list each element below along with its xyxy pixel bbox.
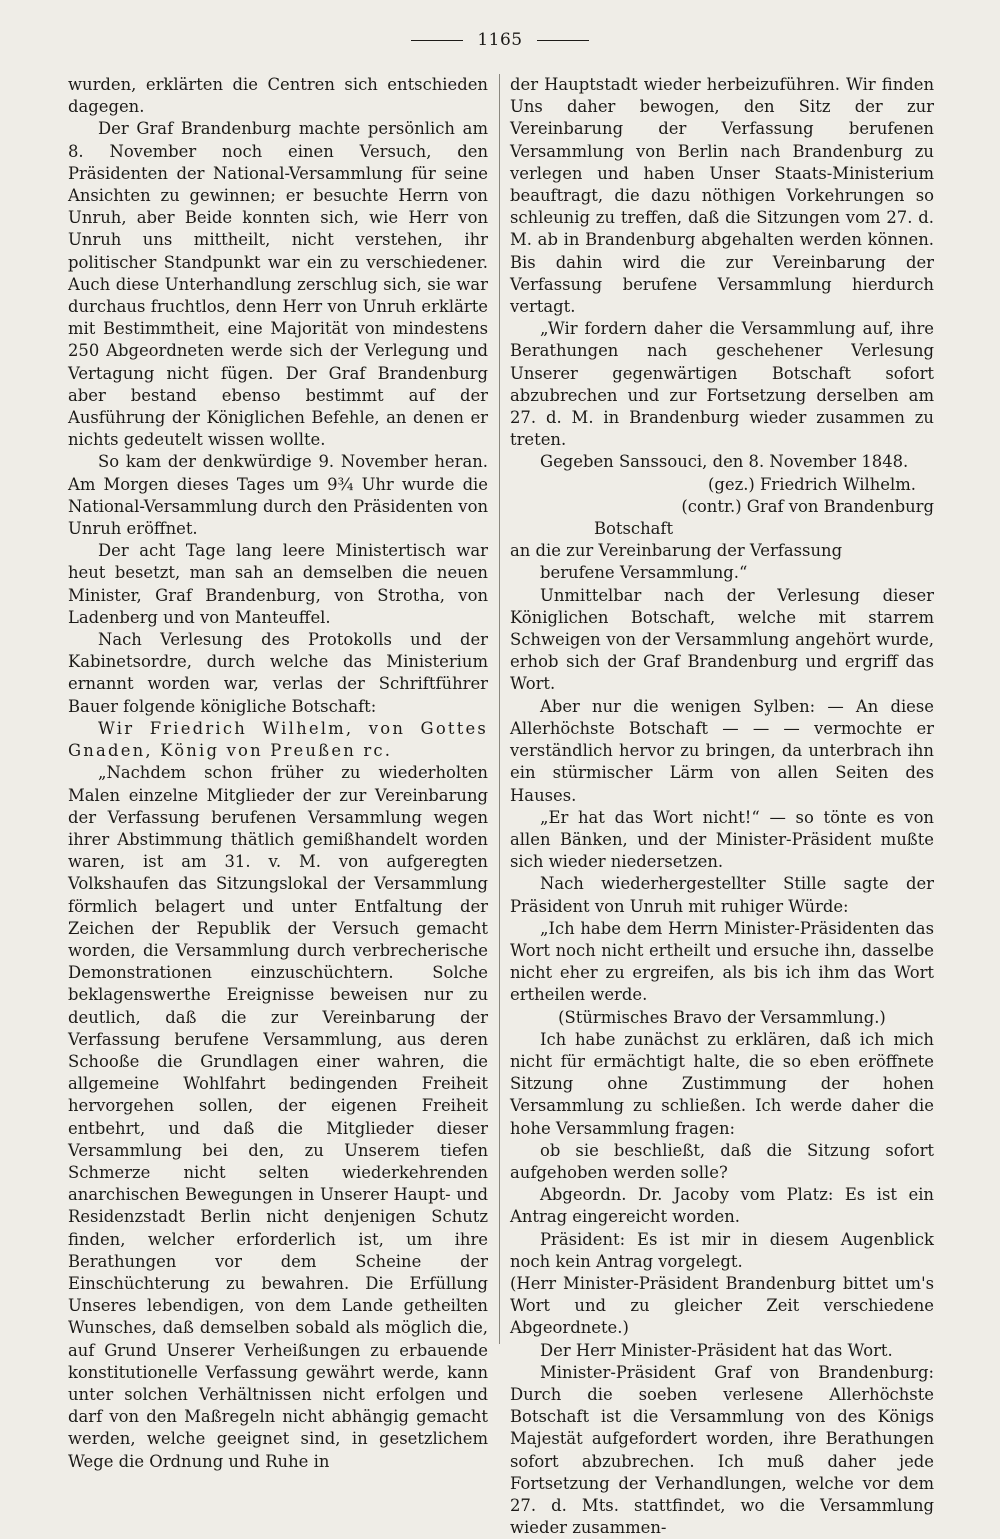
paragraph: wurden, erklärten die Centren sich entschieden dagegen. xyxy=(68,75,488,117)
page-header xyxy=(0,30,1000,50)
paragraph: Abgeordn. Dr. Jacoby vom Platz: Es ist ein Antrag eingereicht worden. xyxy=(510,1185,934,1227)
paragraph: „Nachdem schon früher zu wiederholten Malen einzelne Mitglieder der zur Vereinbarung der Verfassung berufenen Versammlung wegen ihrer Abstimmung thätlich gemißhandelt worden waren, ist am 31. v. M. von aufgeregten Volkshaufen das Sitzungslokal der Versammlung förmlich belagert und unter Entfaltung der Zeichen der Republik der Versuch gemacht worden, die Versammlung durch verbrecherische Demonstrationen einzuschüchtern. Solche beklagenswerthe Ereignisse beweisen nur zu deutlich, daß die zur Vereinbarung der Verfassung berufene Versammlung, aus deren Schooße die Grundlagen einer wahren, die allgemeine Wohlfahrt bedingenden Freiheit hervorgehen sollen, der eigenen Freiheit entbehrt, und daß die Mitglieder dieser Versammlung bei den, zu Unserem tiefen Schmerze nicht selten wiederkehrenden anarchischen Bewegungen in Unserer Haupt- und Residenzstadt Berlin nicht denjenigen Schutz finden, welcher erforderlich ist, um ihre Berathungen vor dem Scheine der Einschüchterung zu bewahren. Die Erfüllung Unseres lebendigen, von dem Lande getheilten Wunsches, daß demselben sobald als möglich die, auf Grund Unserer Verheißungen zu erbauende konstitutionelle Verfassung gewährt werde, kann unter solchen Verhältnissen nicht erfolgen und darf von den Maßregeln nicht abhängig gemacht werden, welche geeignet sind, in gesetzlichem Wege die Ordnung und Ruhe in xyxy=(68,763,488,1471)
header-rule-right xyxy=(537,40,589,41)
paragraph: Unmittelbar nach der Verlesung dieser Königlichen Botschaft, welche mit starrem Schweigen von der Versammlung angehört wurde, erhob sich der Graf Brandenburg und ergriff das Wort. xyxy=(510,585,934,694)
left-column xyxy=(68,74,488,1473)
paragraph: Nach Verlesung des Protokolls und der Kabinetsordre, durch welche das Ministerium ernannt worden war, verlas der Schriftführer Bauer folgende königliche Botschaft: xyxy=(68,630,488,716)
paragraph: „Wir fordern daher die Versammlung auf, ihre Berathungen nach geschehener Verlesung Unserer gegenwärtigen Botschaft sofort abzubrechen und zur Fortsetzung derselben am 27. d. M. in Brandenburg wieder zusammen zu treten. xyxy=(510,319,934,450)
message-title: Botschaft xyxy=(594,519,674,539)
header-rule-left xyxy=(411,40,463,41)
page-number: 1165 xyxy=(477,30,523,50)
dateline: Gegeben Sanssouci, den 8. November 1848. xyxy=(540,452,909,472)
paragraph: Präsident: Es ist mir in diesem Augenblick noch kein Antrag vorgelegt. xyxy=(510,1229,934,1271)
paragraph: Nach wiederhergestellter Stille sagte der Präsident von Unruh mit ruhiger Würde: xyxy=(510,874,934,916)
signature-king: (gez.) Friedrich Wilhelm. xyxy=(708,474,916,494)
paragraph: „Ich habe dem Herrn Minister-Präsidenten das Wort noch nicht ertheilt und ersuche ihn, dasselbe nicht eher zu ergreifen, als bis ich ihm das Wort ertheilen werde. xyxy=(510,918,934,1005)
paragraph: ob sie beschließt, daß die Sitzung sofort aufgehoben werden solle? xyxy=(510,1140,934,1182)
paragraph: So kam der denkwürdige 9. November heran. Am Morgen dieses Tages um 9¾ Uhr wurde die National-Versammlung durch den Präsidenten von Unruh eröffnet. xyxy=(68,452,488,539)
paragraph: Minister-Präsident Graf von Brandenburg: Durch die soeben verlesene Allerhöchste Botschaft ist die Versammlung von des Königs Majestät aufgefordert worden, ihre Berathungen sofort abzubrechen. Ich muß daher jede Fortsetzung der Verhandlungen, welche vor dem 27. d. Mts. stattfindet, wo die Versammlung wieder zusammen- xyxy=(510,1362,934,1538)
signature-countersign: (contr.) Graf von Brandenburg xyxy=(681,496,934,516)
paragraph: Ich habe zunächst zu erklären, daß ich mich nicht für ermächtigt halte, die so eben eröffnete Sitzung ohne Zustimmung der hohen Versammlung zu schließen. Ich werde daher die hohe Versammlung fragen: xyxy=(510,1029,934,1138)
column-divider xyxy=(499,74,500,1344)
paragraph: Der Herr Minister-Präsident hat das Wort. xyxy=(540,1340,893,1360)
paragraph: der Hauptstadt wieder herbeizuführen. Wir finden Uns daher bewogen, den Sitz der zur Vereinbarung der Verfassung berufenen Versammlung von Berlin nach Brandenburg zu verlegen und haben Unser Staats-Ministerium beauftragt, die dazu nöthigen Vorkehrungen so schleunig zu treffen, daß die Sitzungen vom 27. d. M. ab in Brandenburg abgehalten werden können. Bis dahin wird die zur Vereinbarung der Verfassung berufene Versammlung hierdurch vertagt. xyxy=(510,75,934,317)
paragraph: Der Graf Brandenburg machte persönlich am 8. November noch einen Versuch, den Präsidenten der National-Versammlung für seine Ansichten zu gewinnen; er besuchte Herrn von Unruh, aber Beide konnten sich, wie Herr von Unruh uns mittheilt, nicht verstehen, ihr politischer Standpunkt war ein zu verschiedener. Auch diese Unterhandlung zerschlug sich, sie war durchaus fruchtlos, denn Herr von Unruh erklärte mit Bestimmtheit, eine Majorität von mindestens 250 Abgeordneten werde sich der Verlegung und Vertagung nicht fügen. Der Graf Brandenburg aber bestand ebenso bestimmt auf der Ausführung der Königlichen Befehle, an denen er nichts gedeutelt wissen wollte. xyxy=(68,119,488,450)
stage-direction: (Stürmisches Bravo der Versammlung.) xyxy=(558,1007,886,1027)
stage-direction: (Herr Minister-Präsident Brandenburg bittet um's Wort und zu gleicher Zeit verschiedene Abgeordnete.) xyxy=(510,1273,934,1338)
paragraph: Aber nur die wenigen Sylben: — An diese Allerhöchste Botschaft — — — vermochte er verständlich hervor zu bringen, da unterbrach ihn ein stürmischer Lärm von allen Seiten des Hauses. xyxy=(510,696,934,805)
right-column xyxy=(510,74,934,1539)
paragraph: Der acht Tage lang leere Ministertisch war heut besetzt, man sah an demselben die neuen Minister, Graf Brandenburg, von Strotha, von Ladenberg und von Manteuffel. xyxy=(68,541,488,627)
decree-heading: Wir Friedrich Wilhelm, von Gottes Gnaden, König von Preußen rc. xyxy=(68,718,488,761)
message-address: berufene Versammlung.“ xyxy=(540,563,748,583)
message-address: an die zur Vereinbarung der Verfassung xyxy=(510,541,843,561)
paragraph: „Er hat das Wort nicht!“ — so tönte es von allen Bänken, und der Minister-Präsident mußte sich wieder niedersetzen. xyxy=(510,807,934,872)
